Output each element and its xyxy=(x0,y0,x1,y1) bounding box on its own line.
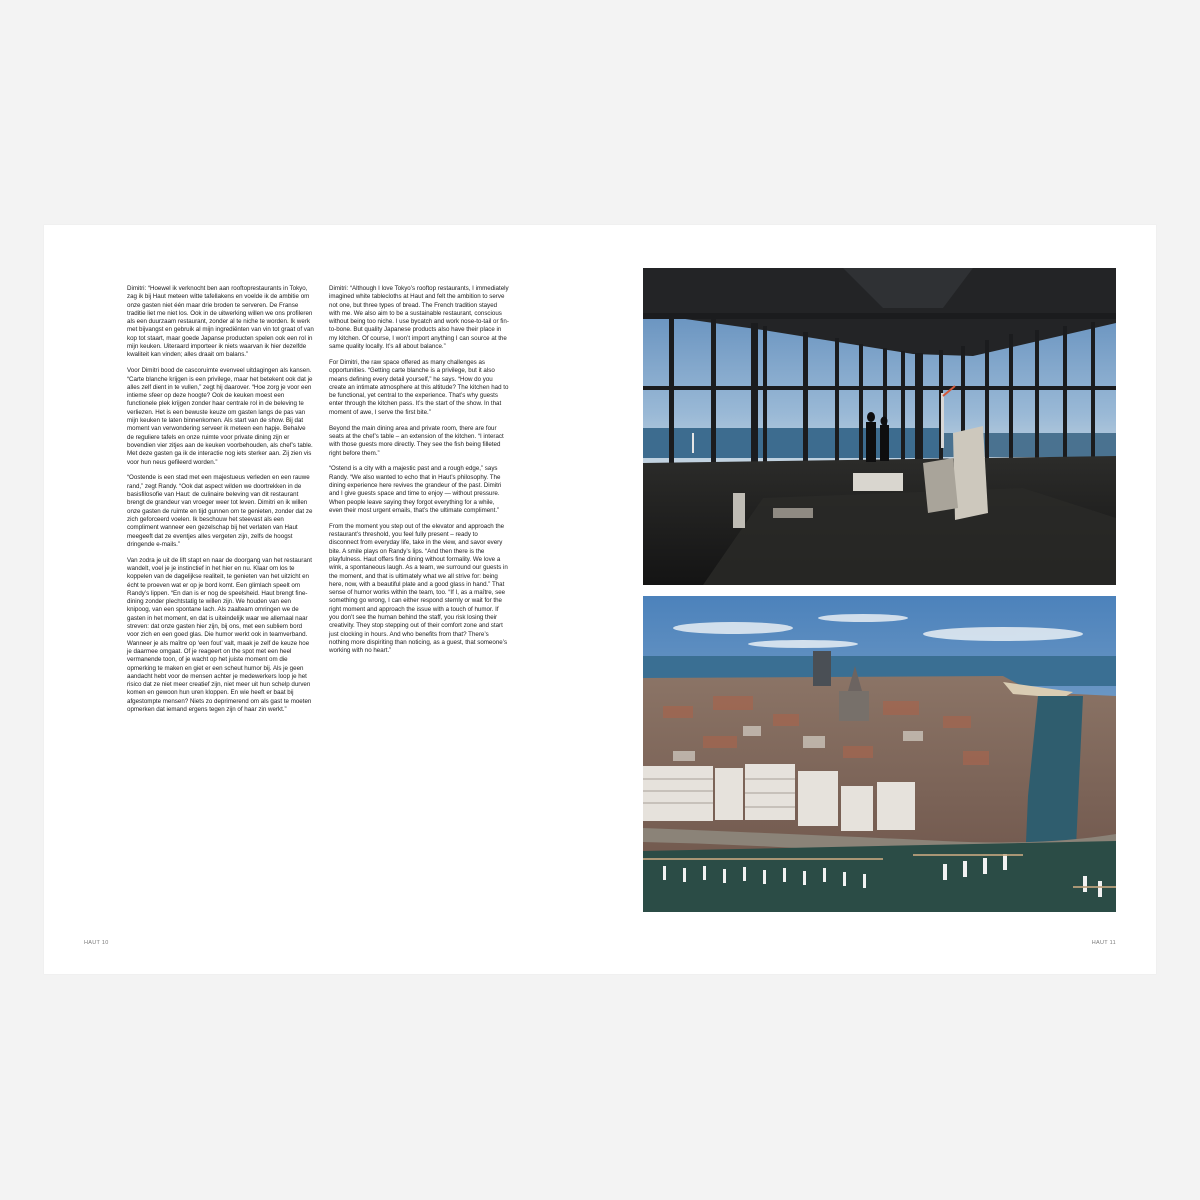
article-column-english xyxy=(329,285,509,663)
photo-aerial-city xyxy=(643,596,1116,912)
article-column-dutch xyxy=(127,285,314,722)
paragraph-en-1: Dimitri: “Although I love Tokyo’s rooftop restaurants, I immediately imagined white tablecloths at Haut and felt the ambition to serve not one, but three types of bread. The French tradition stayed with me. We also aim to be a sustainable restaurant, conscious without being too niche. I use bycatch and work nose-to-tail or fin-to-bone. But quality Japanese products also have their place in my kitchen. Of course, I won’t import anything I can source at the same quality locally. It’s all about balance.” xyxy=(329,285,509,351)
paragraph-en-4: “Ostend is a city with a majestic past and a rough edge,” says Randy. “We also wanted to echo that in Haut’s philosophy. The dining experience here revives the grandeur of the past. Dimitri and I give guests space and time to enjoy — without pressure. When people leave saying they forgot everything for a while, even their most urgent emails, that’s the ultimate compliment.” xyxy=(329,465,502,514)
page-number-left: HAUT 10 xyxy=(84,940,109,946)
paragraph-en-5: From the moment you step out of the elevator and approach the restaurant’s threshold, you feel fully present – ready to disconnect from everyday life, take in the view, and savor every bite. A smile plays on Randy’s lips. “And then there is the playfulness. Haut offers fine dining without formality. We love a wink, a spontaneous laugh. As a team, we surround our guests in the moment, and that is ultimately what we all strive for: being here, now, with a beautiful plate and a good glass in hand.” That sense of humor works within the team, too. “If I, as a maître, see something go wrong, I can either respond sternly or wait for the right moment and approach the issue with a touch of humor. If you don’t see the human behind the staff, you risk losing their creativity. They stop stepping out of their comfort zone and start just clocking in hours. And who benefits from that? There’s nothing more dispiriting than noticing, as a guest, that someone’s working with no heart.” xyxy=(329,522,508,655)
magazine-spread xyxy=(44,225,1156,974)
paragraph-nl-2: Voor Dimitri bood de cascoruimte evenveel uitdagingen als kansen. “Carte blanche krijgen is een privilege, maar het betekent ook dat je alles zelf dient in te vullen,” zegt hij daarover. “Hoe zorg je voor een intieme sfeer op deze hoogte? Ook de keuken moest een functionele plek krijgen zonder haar centrale rol in de beleving te verliezen. Het is een bewuste keuze om gasten langs de pas van mijn keuken te laten binnenkomen. Als start van de show. Bij dat moment van verwondering serveer ik meteen een hapje. Behalve de reguliere tafels en onze ruimte voor private dining zijn er bovendien vier zitjes aan de keuken voorbehouden, als chef’s table. Met deze gasten ga ik de interactie nog iets sterker aan. Zij zien vis voor hun neus gefileerd worden.” xyxy=(127,367,313,466)
paragraph-nl-4: Van zodra je uit de lift stapt en naar de doorgang van het restaurant wandelt, voel je je instinctief in het hier en nu. Klaar om los te koppelen van de dagelijkse realiteit, te genieten van het uitzicht en écht te proeven wat er op je bord komt. Een glimlach speelt om Randy’s lippen. “En dan is er nog de speelsheid. Haut brengt fine-dining zonder plechtstatig te willen zijn. We houden van een knipoog, van een spontane lach. Als zaalteam omringen we de gasten in het moment, en dat is uiteindelijk waar we allemaal naar streven: dat onze gasten hier zijn, bij ons, met een subliem bord voor zich en een goed glas. Die humor werkt ook in teamverband. Wanneer je als maître op ‘een fout’ valt, maak je zelf de keuze hoe je daarmee omgaat. Of je reageert on the spot met een heel vermanende toon, of je wacht op het juiste moment om die opmerking te maken en giet er een scheut humor bij. Als je geen aandacht hebt voor de mensen achter je medewerkers loop je het risico dat ze niet meer creatief zijn, niet meer uit hun schelp durven komen en gewoon hun uren kloppen. En wie heeft er baat bij afgestompte mensen? Niets zo deprimerend om als gast te moeten opmerken dat iemand ergens tegen zijn of haar zin werkt.” xyxy=(127,556,312,714)
paragraph-en-2: For Dimitri, the raw space offered as many challenges as opportunities. “Getting carte blanche is a privilege, but it also means defining every detail yourself,” he says. “How do you create an intimate atmosphere at this altitude? The kitchen had to be functional, yet central to the experience. That’s why guests enter through the kitchen pass. It’s the start of the show. In that moment of awe, I serve the first bite.” xyxy=(329,358,509,416)
paragraph-en-3: Beyond the main dining area and private room, there are four seats at the chef’s table – an extension of the kitchen. “I interact with those guests more directly. They see the fish being filleted right before them.” xyxy=(329,424,504,457)
page-number-right: HAUT 11 xyxy=(1091,940,1116,946)
paragraph-nl-3: “Oostende is een stad met een majestueus verleden en een rauwe rand,” zegt Randy. “Ook dat aspect wilden we doortrekken in de basisfilosofie van Haut: de culinaire beleving van dit restaurant brengt de grandeur van vroeger weer tot leven. Dimitri en ik willen onze gasten de ruimte en tijd gunnen om te genieten, zonder dat ze zich geforceerd voelen. Ik beschouw het steevast als een compliment wanneer een gezelschap bij het verlaten van Haut meegeeft dat ze eventjes alles vergeten zijn, zelfs de hoogst dringende e-mails.” xyxy=(127,474,313,548)
photo-interior-construction xyxy=(643,268,1116,585)
paragraph-nl-1: Dimitri: “Hoewel ik verknocht ben aan rooftoprestaurants in Tokyo, zag ik bij Haut meteen witte tafellakens en voelde ik de ambitie om onze gasten niet één maar drie broden te serveren. De Franse traditie liet me niet los. Ook in de uitwerking willen we ons profileren als een duurzaam restaurant, zonder al te niche te worden. Ik werk met bijvangst en gebruik al mijn ingrediënten van vin tot graat of van kop tot staart, maar goede Japanse producten spelen ook een rol in mijn keuken. Uiteraard importeer ik niets waarvan ik hier dezelfde kwaliteit kan vinden; alles draait om balans.” xyxy=(127,285,314,359)
